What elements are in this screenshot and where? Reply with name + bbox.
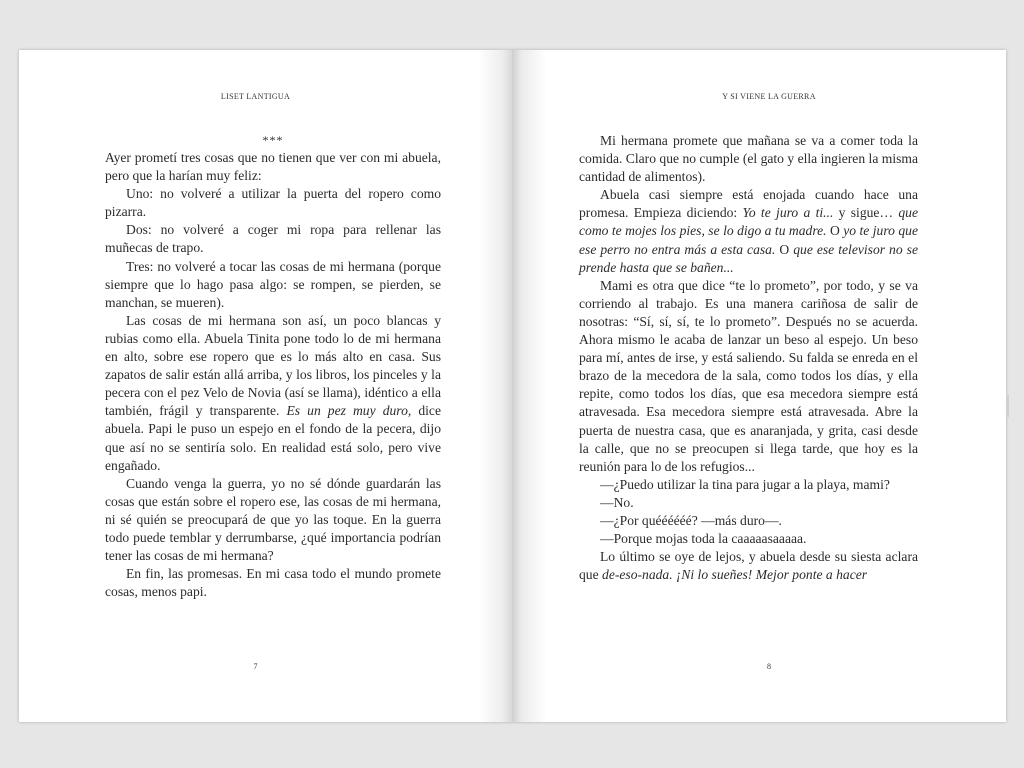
text-run: —No. [600, 494, 634, 510]
text-run: y sigue… [833, 205, 899, 221]
left-running-head: LISET LANTIGUA [220, 92, 291, 101]
book-spread [19, 50, 1006, 722]
right-text-block [579, 132, 918, 584]
text-run: —Porque mojas toda la caaaaasaaaaa. [600, 531, 807, 547]
text-run: Dos: no volveré a coger mi ropa para rellenar las muñecas de trapo. [105, 222, 441, 256]
paragraph [105, 475, 441, 565]
text-run: Uno: no volveré a utilizar la puerta del ropero como pizarra. [105, 186, 441, 220]
left-paragraphs [105, 149, 441, 601]
left-text-block [105, 131, 441, 601]
right-paragraphs [579, 132, 918, 584]
paragraph [105, 258, 441, 312]
paragraph [579, 530, 918, 548]
right-page-number: 8 [767, 662, 771, 671]
text-run: Abuela casi siempre está enojada cuando hace una promesa. Empieza diciendo: [579, 187, 918, 221]
paragraph [105, 221, 441, 257]
text-run: Cuando venga la guerra, yo no sé dónde guardarán las cosas que están sobre el ropero ese, las cosas de mi hermana, ni sé quién se preocupará de que yo las toque. En la guerra todo puede temblar y derrumbarse, ¿qué importancia podrían tener las cosas de mi hermana? [105, 475, 441, 564]
left-page [19, 50, 512, 722]
paragraph [579, 186, 918, 276]
italic-run: que como te mojes los pies, se lo digo a tu madre. [579, 205, 918, 239]
paragraph [105, 185, 441, 221]
italic-run: que ese televisor no se prende hasta que se bañen... [579, 241, 918, 275]
text-run: Mami es otra que dice “te lo prometo”, por todo, y se va corriendo al trabajo. Es una manera cariñosa de salir de nosotras: “Sí, sí, sí, te lo prometo”. Después no se acuerda. Ahora mismo le acaba de lanzar un beso al espejo. Un beso para mí, antes de irse, y está saliendo. Su falda se enreda en el brazo de la mecedora de la sala, como todos los días, y ella repite, como todos los días, que esa mecedora siempre está atravesada. Esa mecedora siempre está atravesada. Abre la puerta de nuestra casa, que es anaranjada, y grita, casi desde la calle, que no se preocupen si llega tarde, que hoy es la reunión para lo de los refugios... [579, 277, 918, 474]
paragraph [579, 476, 918, 494]
paragraph [579, 277, 918, 476]
text-run: Ayer prometí tres cosas que no tienen que ver con mi abuela, pero que la harían muy feliz: [105, 150, 441, 184]
text-run: En fin, las promesas. En mi casa todo el mundo promete cosas, menos papi. [105, 566, 441, 600]
text-run: O [775, 241, 794, 257]
text-run: Mi hermana promete que mañana se va a comer toda la comida. Claro que no cumple (el gato y ella ingieren la misma cantidad de alimentos). [579, 133, 918, 185]
text-run: —¿Por quéééééé? —más duro—. [600, 512, 782, 528]
paragraph [105, 565, 441, 601]
paragraph [579, 494, 918, 512]
text-run: O [826, 223, 844, 239]
italic-run: de-eso-nada. ¡Ni lo sueñes! Mejor ponte a hacer [602, 567, 868, 583]
page-edge-mark [1006, 395, 1009, 417]
text-run: Lo último se oye de lejos, y abuela desde su siesta aclara que [579, 549, 918, 583]
text-run: Tres: no volveré a tocar las cosas de mi hermana (porque siempre que lo hago pasa algo: se rompen, se pierden, se manchan, se mueren). [105, 258, 441, 310]
scene-break: *** [262, 133, 284, 147]
left-page-number: 7 [253, 662, 258, 671]
paragraph [105, 312, 441, 475]
paragraph [105, 149, 441, 185]
italic-run: Yo te juro a ti... [742, 205, 834, 221]
paragraph [579, 512, 918, 530]
text-run: —¿Puedo utilizar la tina para jugar a la playa, mami? [600, 476, 890, 492]
paragraph [579, 132, 918, 186]
right-running-head: Y SI VIENE LA GUERRA [722, 92, 816, 101]
italic-run: Es un pez muy duro [286, 403, 408, 419]
italic-run: yo te juro que ese perro no entra más a esta casa. [579, 223, 918, 257]
right-page [512, 50, 1006, 722]
text-run: , dice abuela. Papi le puso un espejo en el fondo de la pecera, dijo que así no se sentiría solo. En realidad está solo, pero vive engañado. [105, 403, 441, 473]
text-run: Las cosas de mi hermana son así, un poco blancas y rubias como ella. Abuela Tinita pone todo lo de mi hermana en alto, sobre ese ropero que es lo más alto en casa. Sus zapatos de salir están allá arriba, y los libros, los pinceles y la pecera con el pez Velo de Novia (así se llama), idéntico a ella también, frágil y transparente. [105, 312, 441, 419]
paragraph [579, 548, 918, 584]
